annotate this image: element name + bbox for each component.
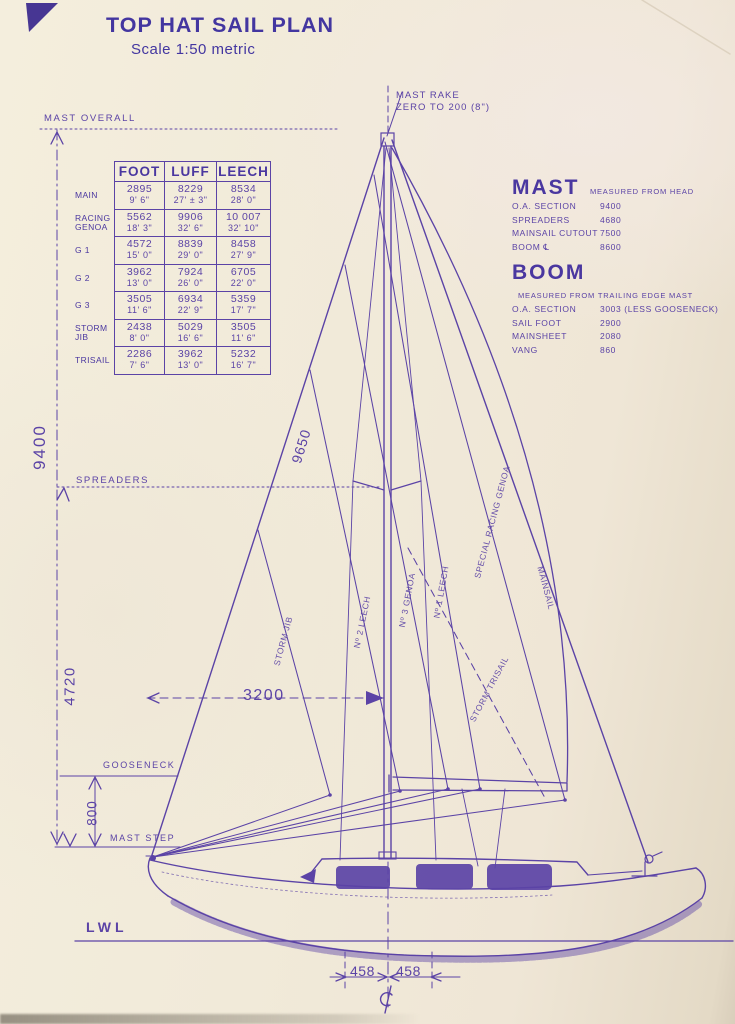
gooseneck-label: GOOSENECK <box>103 760 176 770</box>
table-cell: 3505 11' 6" <box>114 292 164 320</box>
row-label: G 3 <box>75 300 90 311</box>
boom-heading-row <box>512 261 734 303</box>
dim-foretriangle-base: 3200 <box>243 687 285 704</box>
no3-genoa-label: Nº 3 GENOA <box>396 571 418 629</box>
boom-qualifier: MEASURED FROM TRAILING EDGE MAST <box>518 291 694 300</box>
boom-note-row: SAIL FOOT 2900 <box>512 317 622 328</box>
storm-jib-leech <box>258 530 330 795</box>
table-cell: 5562 18' 3" <box>114 210 164 238</box>
table-corner <box>75 161 114 182</box>
col-header-foot: FOOT <box>114 161 164 182</box>
mast-note-row: MAINSAIL CUTOUT 7500 <box>512 228 622 238</box>
mainsail-label: MAINSAIL <box>535 565 557 611</box>
table-cell: 9906 32' 6" <box>164 210 216 238</box>
mast-heading-row <box>512 176 734 200</box>
mast-heading: MAST <box>512 176 580 199</box>
table-cell: 2438 8' 0" <box>114 320 164 348</box>
boom-note-row: MAINSHEET 2080 <box>512 331 622 341</box>
clew-points <box>328 787 567 802</box>
centerline-symbol <box>381 986 392 1013</box>
boom-note-row: O.A. SECTION 3003 (LESS GOOSENECK) <box>512 304 719 314</box>
row-label: TRISAIL <box>75 355 110 366</box>
dim-step-right: 458 <box>396 963 421 979</box>
paper-crease <box>642 0 730 54</box>
table-cell: 6934 22' 9" <box>164 292 216 320</box>
dim-spreader-to-step: 4720 <box>61 666 79 706</box>
table-cell: 8839 29' 0" <box>164 237 216 265</box>
dim-step-left: 458 <box>350 963 375 979</box>
headsail-foot-lines <box>153 789 565 857</box>
mast-overall-label: MAST OVERALL <box>44 113 136 124</box>
table-cell: 10 007 32' 10" <box>216 210 271 238</box>
table-cell: 2895 9' 6" <box>114 182 164 210</box>
hull <box>146 852 705 959</box>
no1-leech-label: Nº 1 LEECH <box>431 565 451 619</box>
lwl-label: LWL <box>86 919 128 935</box>
mast-qualifier: MEASURED FROM HEAD <box>589 187 694 196</box>
boom-heading: BOOM <box>512 261 586 284</box>
row-label: STORM JIB <box>75 323 108 343</box>
mast-note-row: O.A. SECTION 9400 <box>512 201 622 211</box>
special-racing-genoa-label: SPECIAL RACING GENOA <box>472 464 512 580</box>
storm-jib-label: STORM JIB <box>271 615 295 667</box>
no2-leech <box>310 370 400 791</box>
table-cell: 8534 28' 0" <box>216 182 271 210</box>
spreaders <box>353 481 421 490</box>
mast-note-row: BOOM ℄ 8600 <box>512 241 622 252</box>
shroud-stbd <box>389 148 436 860</box>
mast-boom-notes <box>512 176 734 357</box>
cabin-window <box>336 866 390 889</box>
row-label: MAIN <box>75 190 98 201</box>
table-cell: 3962 13' 0" <box>164 347 216 375</box>
mast-note-row: SPREADERS 4680 <box>512 214 622 225</box>
sail-dimension-table <box>75 161 271 375</box>
table-cell: 3505 11' 6" <box>216 320 271 348</box>
cabin-window <box>487 864 552 890</box>
row-label: G 1 <box>75 245 90 256</box>
storm-trisail-label: STORM TRISAIL <box>467 654 511 724</box>
stern-fitting <box>632 852 662 876</box>
table-cell: 7924 26' 0" <box>164 265 216 293</box>
no1-leech <box>374 175 480 789</box>
boom-note-row: VANG 860 <box>512 344 616 355</box>
mainsheet <box>462 789 505 868</box>
table-cell: 2286 7' 6" <box>114 347 164 375</box>
dim-forestay-length: 9650 <box>288 426 314 466</box>
sheet-subtitle: Scale 1:50 metric <box>131 41 256 58</box>
table-cell: 8458 27' 9" <box>216 237 271 265</box>
hull-bottom <box>168 896 702 956</box>
spreaders-label: SPREADERS <box>76 475 150 486</box>
no2-leech-label: Nº 2 LEECH <box>351 595 373 649</box>
row-label: G 2 <box>75 272 90 283</box>
col-header-leech: LEECH <box>216 161 271 182</box>
mast-step-label: MAST STEP <box>110 833 176 843</box>
dim-gooseneck-to-step: 800 <box>84 800 100 826</box>
table-cell: 4572 15' 0" <box>114 237 164 265</box>
table-cell: 3962 13' 0" <box>114 265 164 293</box>
cabin-window <box>416 864 473 889</box>
col-header-luff: LUFF <box>164 161 216 182</box>
transom <box>696 868 705 898</box>
table-cell: 8229 27' ± 3" <box>164 182 216 210</box>
mast-rake-note: MAST RAKE ZERO TO 200 (8") <box>396 90 490 113</box>
boot-stripe <box>174 902 699 959</box>
table-cell: 5232 16' 7" <box>216 347 271 375</box>
dim-mast-height: 9400 <box>30 424 49 470</box>
table-cell: 5029 16' 6" <box>164 320 216 348</box>
table-cell: 6705 22' 0" <box>216 265 271 293</box>
no3-leech <box>345 265 451 789</box>
cockpit-coaming <box>588 871 642 875</box>
corner-fold-mark <box>26 3 58 32</box>
row-label: RACING GENOA <box>75 213 111 233</box>
table-cell: 5359 17' 7" <box>216 292 271 320</box>
sheet-title: TOP HAT SAIL PLAN <box>106 13 335 37</box>
